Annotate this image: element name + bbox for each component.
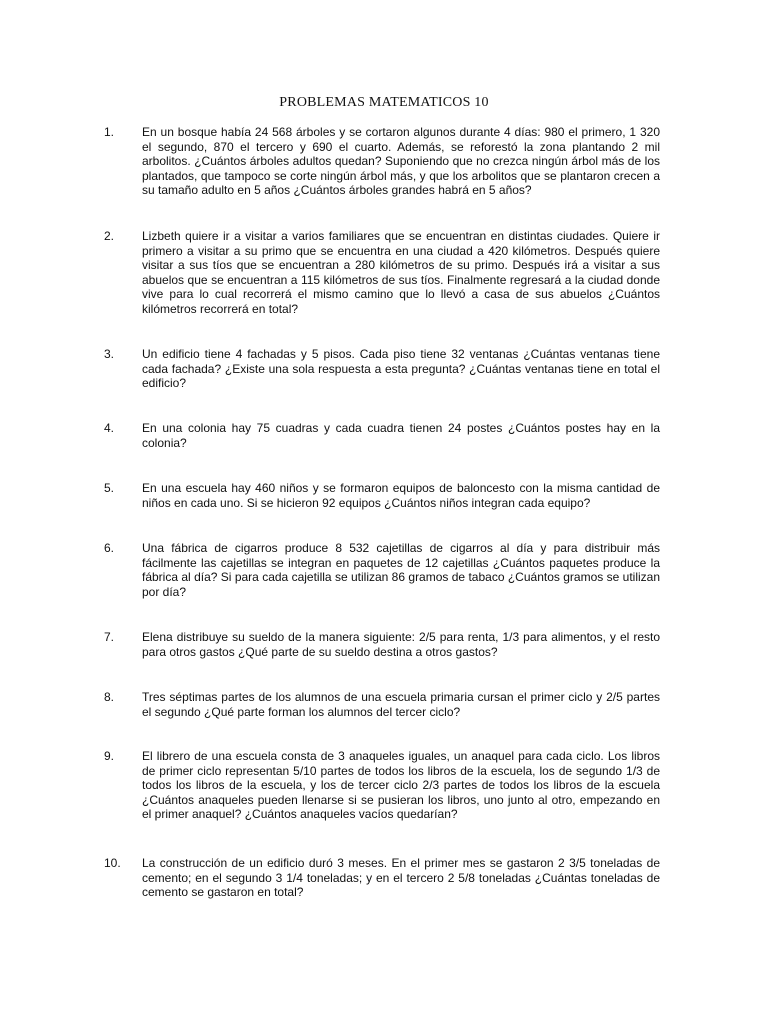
problem-text: En un bosque había 24 568 árboles y se cortaron algunos durante 4 días: 980 el primero, 1 320 el segundo, 870 el tercero y 690 el cuarto. Además, se reforestó la zona plantando 2 mil arbolitos. ¿Cuántos árboles adultos quedan? Suponiendo que no crezca ningún árbol más de los plantados, que tampoco se corte ningún árbol más, y que los arbolitos que se plantaron crecen a su tamaño adulto en 5 años ¿Cuántos árboles grandes habrá en 5 años? — [142, 125, 660, 198]
problem-text: Una fábrica de cigarros produce 8 532 cajetillas de cigarros al día y para distribuir más fácilmente las cajetillas se integran en paquetes de 12 cajetillas ¿Cuántos paquetes produce la fábrica al día? Si para cada cajetilla se utilizan 86 gramos de tabaco ¿Cuántos gramos se utilizan por día? — [142, 541, 660, 599]
problem-text: El librero de una escuela consta de 3 anaqueles iguales, un anaquel para cada ciclo. Los libros de primer ciclo representan 5/10 partes de todos los libros de la escuela, los de segundo 1/3 de todos los libros de la escuela, y los de tercer ciclo 2/3 partes de todos los libros de la escuela ¿Cuántos anaqueles pueden llenarse si se pusieran los libros, uno junto al otro, empezando en el primer anaquel? ¿Cuántos anaqueles vacíos quedarían? — [142, 749, 660, 822]
problem-number: 4. — [104, 421, 115, 435]
page-title: PROBLEMAS MATEMATICOS 10 — [279, 95, 489, 110]
problem-number: 10. — [104, 856, 121, 870]
problem-number: 8. — [104, 690, 115, 704]
problem-number: 9. — [104, 749, 115, 763]
problem-number: 7. — [104, 630, 115, 644]
problem-text: En una colonia hay 75 cuadras y cada cuadra tienen 24 postes ¿Cuántos postes hay en la colonia? — [142, 421, 660, 450]
problem-number: 3. — [104, 347, 115, 361]
problem-number: 2. — [104, 229, 115, 243]
problem-text: La construcción de un edificio duró 3 meses. En el primer mes se gastaron 2 3/5 toneladas de cemento; en el segundo 3 1/4 toneladas; y en el tercero 2 5/8 toneladas ¿Cuántas toneladas de cemento se gastaron en total? — [142, 856, 660, 900]
problem-text: Elena distribuye su sueldo de la manera siguiente: 2/5 para renta, 1/3 para alimentos, y el resto para otros gastos ¿Qué parte de su sueldo destina a otros gastos? — [142, 630, 660, 659]
problem-number: 1. — [104, 125, 115, 139]
problem-number: 6. — [104, 541, 115, 555]
problem-text: Tres séptimas partes de los alumnos de una escuela primaria cursan el primer ciclo y 2/5 partes el segundo ¿Qué parte forman los alumnos del tercer ciclo? — [142, 690, 660, 719]
problem-number: 5. — [104, 481, 115, 495]
problem-text: Lizbeth quiere ir a visitar a varios familiares que se encuentran en distintas ciudades. Quiere ir primero a visitar a su primo que se encuentra en una ciudad a 420 kilómetros. Después quiere visitar a sus tíos que se encuentran a 280 kilómetros de su primo. Después irá a visitar a sus abuelos que se encuentran a 115 kilómetros de sus tíos. Finalmente regresará a la ciudad donde vive para lo cual recorrerá el mismo camino que lo llevó a casa de sus abuelos ¿Cuántos kilómetros recorrerá en total? — [142, 229, 660, 316]
problem-text: Un edificio tiene 4 fachadas y 5 pisos. Cada piso tiene 32 ventanas ¿Cuántas ventanas tiene cada fachada? ¿Existe una sola respuesta a esta pregunta? ¿Cuántas ventanas tiene en total el edificio? — [142, 347, 660, 391]
problem-text: En una escuela hay 460 niños y se formaron equipos de baloncesto con la misma cantidad de niños en cada uno. Si se hicieron 92 equipos ¿Cuántos niños integran cada equipo? — [142, 481, 660, 510]
